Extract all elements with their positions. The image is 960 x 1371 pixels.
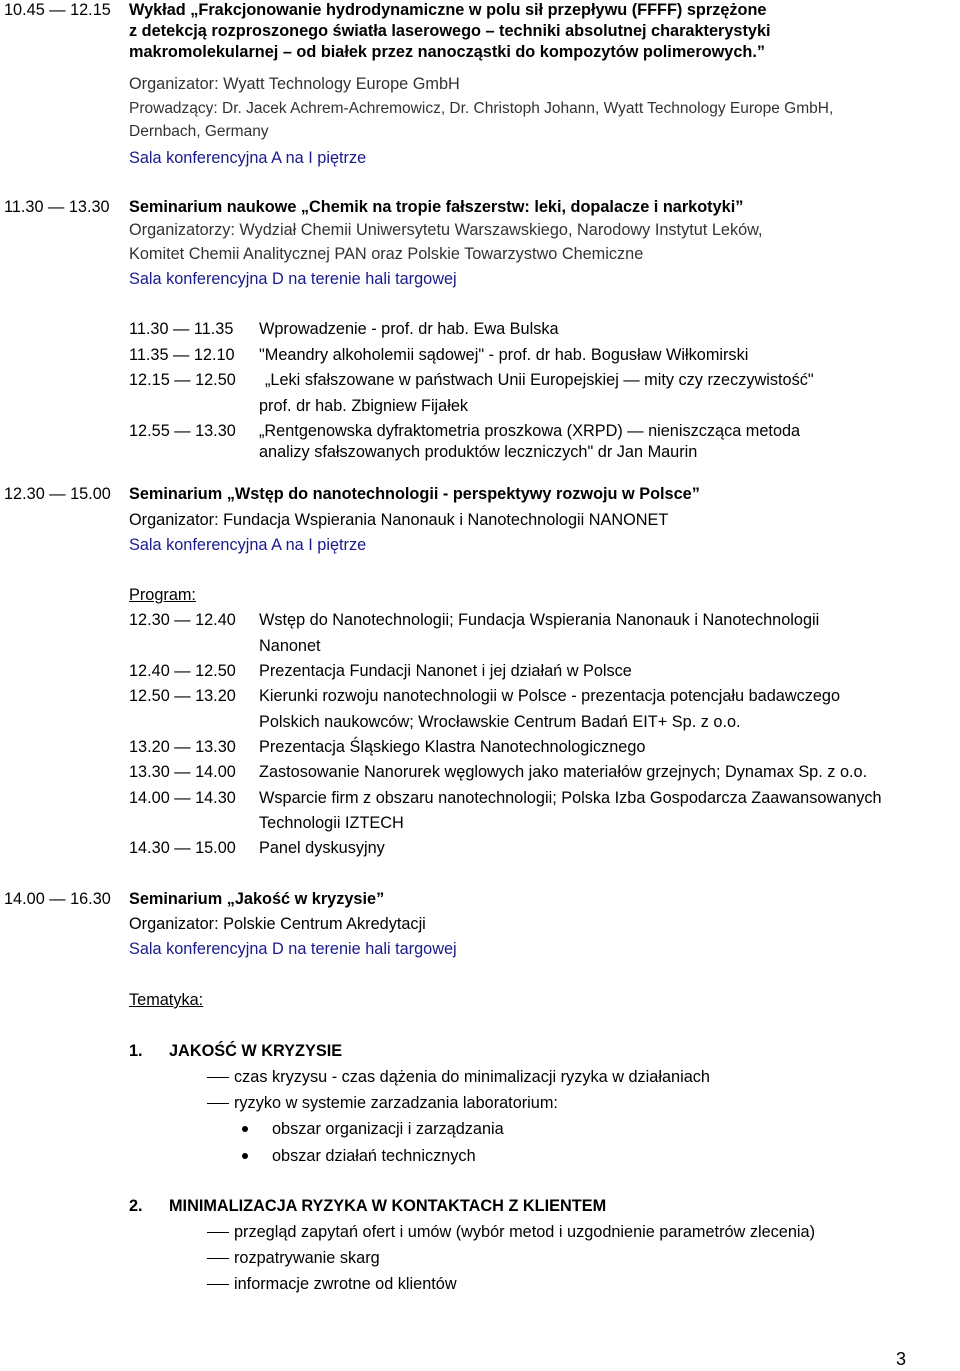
agenda-time: 12.40 — 12.50 <box>129 662 236 680</box>
topic-subpoint: obszar organizacji i zarządzania <box>272 1120 504 1138</box>
agenda-time: 11.30 — 11.35 <box>129 320 234 338</box>
agenda-time: 12.55 — 13.30 <box>129 422 236 440</box>
lecturers: Dernbach, Germany <box>129 123 269 140</box>
agenda-time: 14.30 — 15.00 <box>129 839 236 857</box>
session-title-line: z detekcją rozproszonego światła laserowego – techniki absolutnej charakterystyki <box>129 22 771 40</box>
session-title: Seminarium „Jakość w kryzysie” <box>129 890 385 908</box>
page-number: 3 <box>896 1349 907 1369</box>
topic-point: czas kryzysu - czas dążenia do minimalizacji ryzyka w działaniach <box>234 1068 710 1086</box>
agenda-time: 11.35 — 12.10 <box>129 346 235 364</box>
dash-bullet-icon <box>207 1103 229 1104</box>
dash-bullet-icon <box>207 1284 229 1285</box>
room: Sala konferencyjna A na I piętrze <box>129 536 367 554</box>
agenda-item: Technologii IZTECH <box>259 814 404 832</box>
agenda-time: 12.15 — 12.50 <box>129 371 236 389</box>
session-title-line: Wykład „Frakcjonowanie hydrodynamiczne w polu sił przepływu (FFFF) sprzężone <box>129 1 767 19</box>
agenda-item: Nanonet <box>259 637 321 655</box>
agenda-item: Wsparcie firm z obszaru nanotechnologii; Polska Izba Gospodarcza Zaawansowanych <box>259 789 882 807</box>
agenda-item: Prezentacja Śląskiego Klastra Nanotechnologicznego <box>259 738 646 756</box>
topic-subpoint: obszar działań technicznych <box>272 1147 476 1165</box>
topic-title: MINIMALIZACJA RYZYKA W KONTAKTACH Z KLIENTEM <box>169 1197 607 1215</box>
agenda-item: analizy sfałszowanych produktów leczniczych" dr Jan Maurin <box>259 443 698 461</box>
agenda-item: Polskich naukowców; Wrocławskie Centrum Badań EIT+ Sp. z o.o. <box>259 713 741 731</box>
bullet-icon <box>242 1126 248 1132</box>
agenda-item: „Leki sfałszowane w państwach Unii Europejskiej — mity czy rzeczywistość" <box>265 371 814 389</box>
topics-heading: Tematyka: <box>129 991 204 1009</box>
agenda-item: „Rentgenowska dyfraktometria proszkowa (XRPD) — nieniszcząca metoda <box>259 422 801 440</box>
topic-number: 2. <box>129 1197 143 1215</box>
program-heading: Program: <box>129 586 196 604</box>
agenda-item: "Meandry alkoholemii sądowej" - prof. dr hab. Bogusław Wiłkomirski <box>259 346 749 364</box>
session-title-line: makromolekularnej – od białek przez nanocząstki do kompozytów polimerowych.” <box>129 43 766 61</box>
agenda-time: 12.30 — 12.40 <box>129 611 236 629</box>
bullet-icon <box>242 1153 248 1159</box>
organizers: Komitet Chemii Analitycznej PAN oraz Polskie Towarzystwo Chemiczne <box>129 245 644 263</box>
topic-point: rozpatrywanie skarg <box>234 1249 380 1267</box>
topic-point: przegląd zapytań ofert i umów (wybór metod i uzgodnienie parametrów zlecenia) <box>234 1223 815 1241</box>
agenda-time: 12.50 — 13.20 <box>129 687 236 705</box>
agenda-item: Panel dyskusyjny <box>259 839 385 857</box>
room: Sala konferencyjna A na I piętrze <box>129 149 367 167</box>
session-title: Seminarium naukowe „Chemik na tropie fałszerstw: leki, dopalacze i narkotyki” <box>129 198 744 216</box>
agenda-item: Wstęp do Nanotechnologii; Fundacja Wspierania Nanonauk i Nanotechnologii <box>259 611 820 629</box>
room: Sala konferencyjna D na terenie hali targowej <box>129 940 457 958</box>
agenda-item: Prezentacja Fundacji Nanonet i jej działań w Polsce <box>259 662 632 680</box>
topic-number: 1. <box>129 1042 143 1060</box>
session-title: Seminarium „Wstęp do nanotechnologii - perspektywy rozwoju w Polsce” <box>129 485 700 503</box>
session-time: 14.00 — 16.30 <box>4 890 111 908</box>
agenda-item: Zastosowanie Nanorurek węglowych jako materiałów grzejnych; Dynamax Sp. z o.o. <box>259 763 868 781</box>
dash-bullet-icon <box>207 1258 229 1259</box>
organizer: Organizator: Wyatt Technology Europe GmbH <box>129 75 460 93</box>
topic-title: JAKOŚĆ W KRYZYSIE <box>169 1042 343 1060</box>
agenda-item: prof. dr hab. Zbigniew Fijałek <box>259 397 469 415</box>
organizer: Organizator: Polskie Centrum Akredytacji <box>129 915 426 933</box>
topic-point: informacje zwrotne od klientów <box>234 1275 457 1293</box>
session-time: 12.30 — 15.00 <box>4 485 111 503</box>
room: Sala konferencyjna D na terenie hali targowej <box>129 270 457 288</box>
session-time: 10.45 — 12.15 <box>4 1 111 19</box>
lecturers: Prowadzący: Dr. Jacek Achrem-Achremowicz, Dr. Christoph Johann, Wyatt Technology Europe GmbH, <box>129 100 834 117</box>
agenda-item: Wprowadzenie - prof. dr hab. Ewa Bulska <box>259 320 559 338</box>
dash-bullet-icon <box>207 1077 229 1078</box>
dash-bullet-icon <box>207 1232 229 1233</box>
organizer: Organizator: Fundacja Wspierania Nanonauk i Nanotechnologii NANONET <box>129 511 669 529</box>
agenda-item: Kierunki rozwoju nanotechnologii w Polsce - prezentacja potencjału badawczego <box>259 687 841 705</box>
agenda-time: 13.20 — 13.30 <box>129 738 236 756</box>
session-time: 11.30 — 13.30 <box>4 198 110 216</box>
agenda-time: 13.30 — 14.00 <box>129 763 236 781</box>
agenda-time: 14.00 — 14.30 <box>129 789 236 807</box>
topic-point: ryzyko w systemie zarzadzania laboratorium: <box>234 1094 558 1112</box>
organizers: Organizatorzy: Wydział Chemii Uniwersytetu Warszawskiego, Narodowy Instytut Leków, <box>129 221 763 239</box>
